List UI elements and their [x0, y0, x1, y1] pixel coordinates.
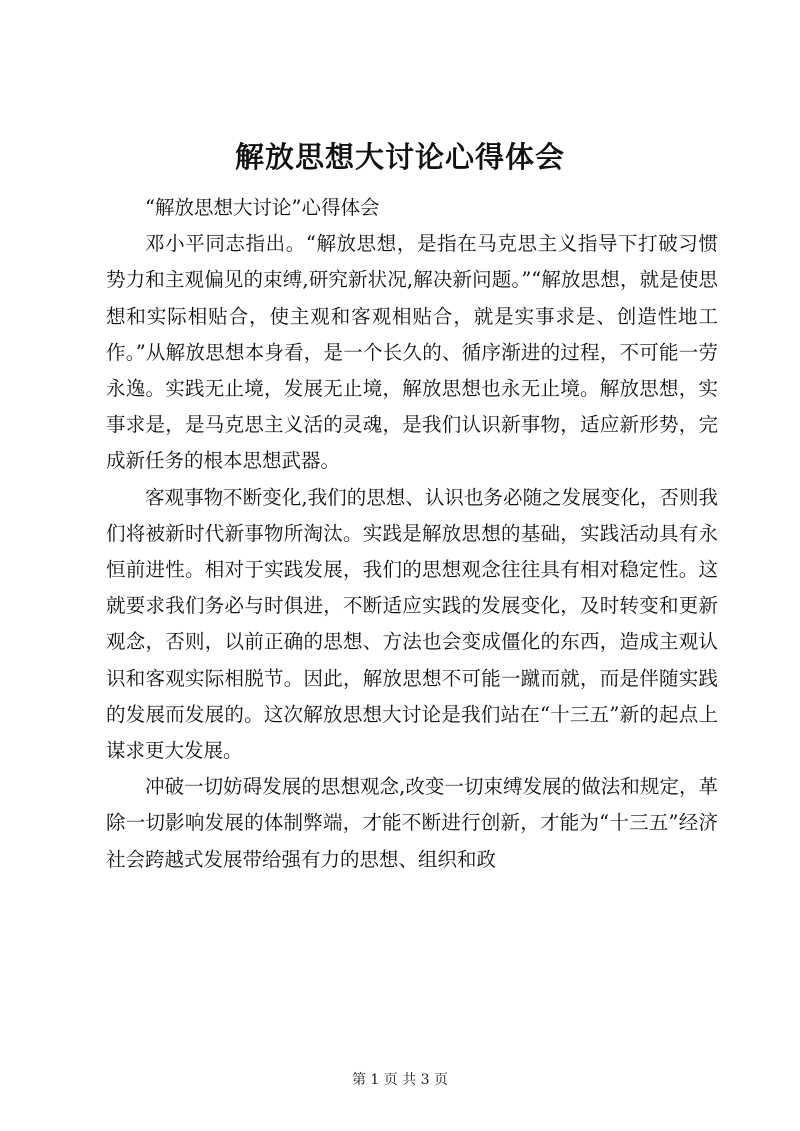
body-paragraph: 客观事物不断变化,我们的思想、认识也务必随之发展变化，否则我们将被新时代新事物所淘汰。实践是解放思想的基础，实践活动具有永恒前进性。相对于实践发展，我们的思想观念往往具有相对稳定性。这就要求我们务必与时俱进，不断适应实践的发展变化，及时转变和更新观念，否则，以前正确的思想、方法也会变成僵化的东西，造成主观认识和客观实际相脱节。因此，解放思想不可能一蹴而就，而是伴随实践的发展而发展的。这次解放思想大讨论是我们站在“十三五”新的起点上谋求更大发展。: [106, 485, 718, 763]
page-footer: 第 1 页 共 3 页: [351, 1072, 449, 1088]
body-paragraph: 冲破一切妨碍发展的思想观念,改变一切束缚发展的做法和规定，革除一切影响发展的体制弊端，才能不断进行创新，才能为“十三五”经济社会跨越式发展带给强有力的思想、组织和政: [106, 775, 718, 871]
document-body: [106, 190, 718, 878]
document-title: 解放思想大讨论心得体会: [234, 140, 565, 174]
subtitle-paragraph: “解放思想大讨论”心得体会: [145, 196, 380, 219]
body-paragraph: 邓小平同志指出。“解放思想，是指在马克思主义指导下打破习惯势力和主观偏见的束缚,研究新状况,解决新问题。”“解放思想，就是使思想和实际相贴合，使主观和客观相贴合，就是实事求是、创造性地工作。”从解放思想本身看，是一个长久的、循序渐进的过程，不可能一劳永逸。实践无止境，发展无止境，解放思想也永无止境。解放思想，实事求是，是马克思主义活的灵魂，是我们认识新事物，适应新形势，完成新任务的根本思想武器。: [106, 232, 718, 473]
